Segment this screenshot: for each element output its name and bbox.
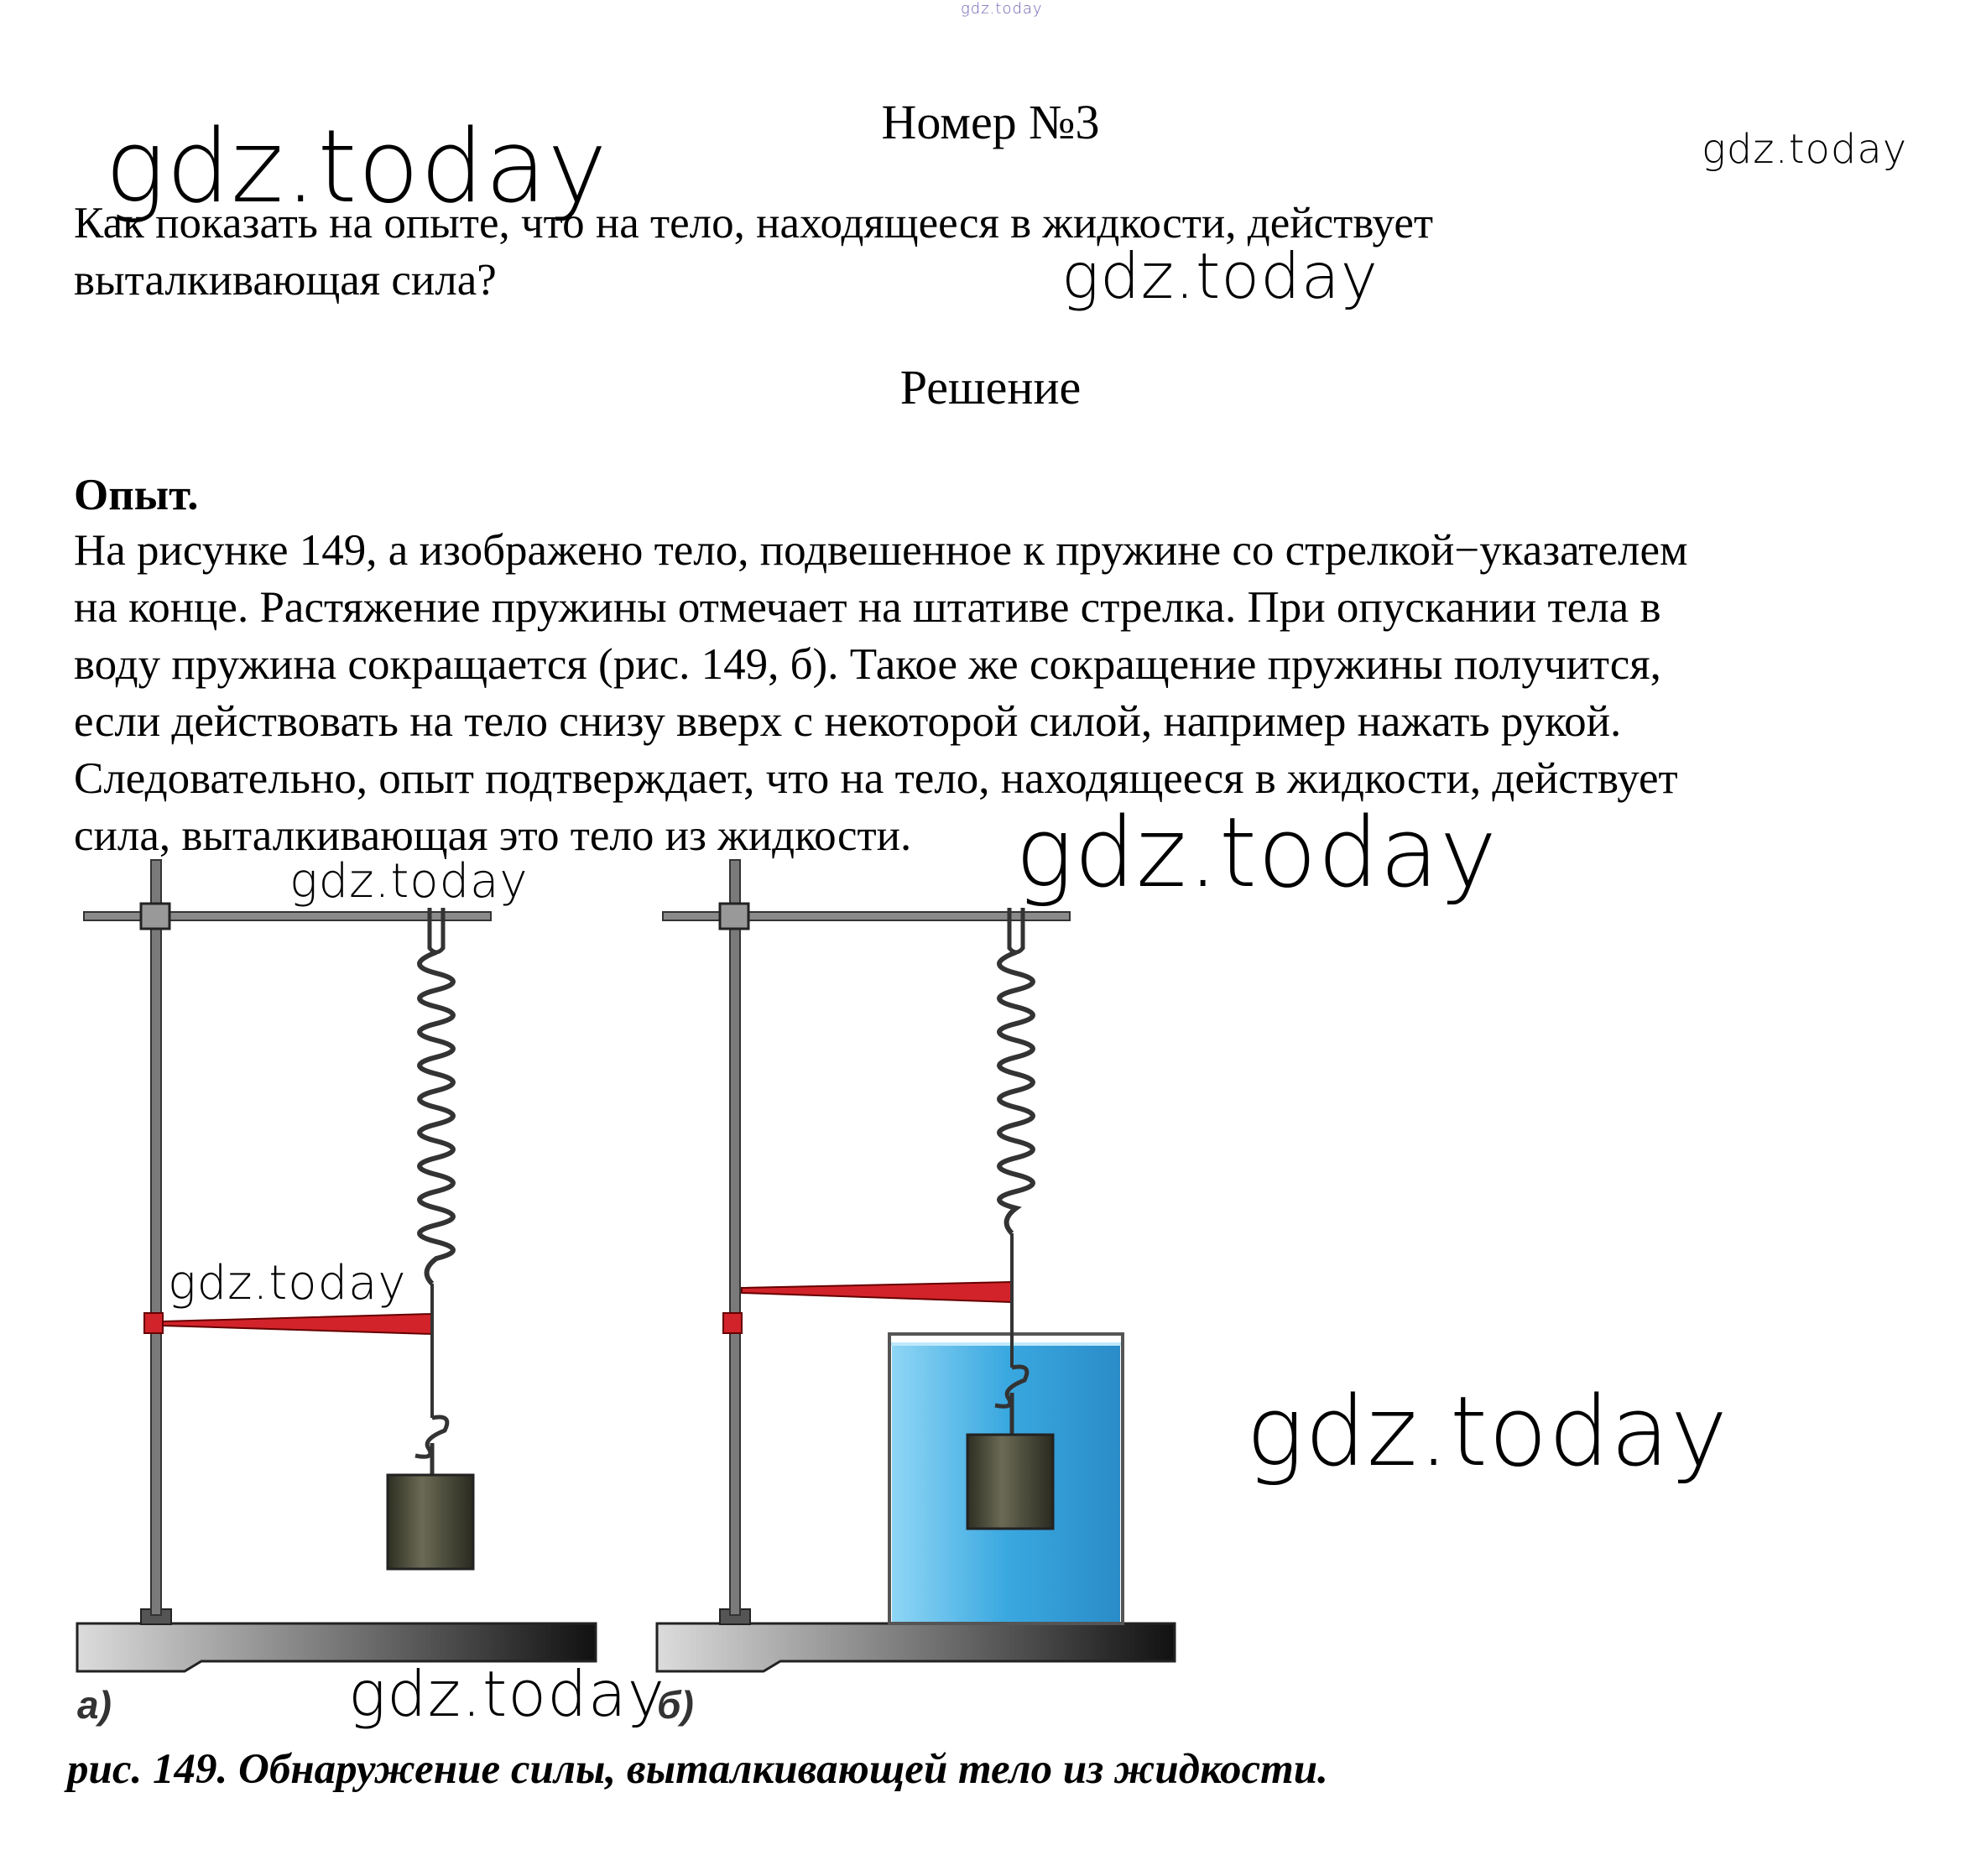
watermark: gdz.today [289,854,529,909]
body-line: На рисунке 149, а изображено тело, подвешенное к пружине со стрелкой−указателем [74,526,1688,575]
weight-b [967,1435,1053,1529]
body-line: Следовательно, опыт подтверждает, что на тело, находящееся в жидкости, действует [74,754,1678,803]
site-tag: gdz.today [961,0,1043,18]
page-title: Номер №3 [881,95,1100,149]
body-line: сила, выталкивающая это тело из жидкости. [74,811,912,860]
pointer-b [742,1282,1011,1302]
watermark: gdz.today [1702,126,1908,173]
question-line: Как показать на опыте, что на тело, находящееся в жидкости, действует [74,199,1434,248]
body-line: на конце. Растяжение пружины отмечает на штативе стрелка. При опускании тела в [74,583,1661,632]
watermark: gdz.today [348,1657,666,1731]
watermark: gdz.today [105,109,608,226]
setup-b [657,860,1175,1671]
question-line: выталкивающая сила? [74,256,497,305]
stand-rod-a [151,860,161,1615]
watermark: gdz.today [1015,797,1498,909]
figure-label-b: б) [657,1683,694,1727]
solution-heading: Решение [899,360,1082,414]
clamp-b [720,904,748,929]
stand-rod-b [730,860,740,1615]
watermark: gdz.today [1061,239,1379,313]
watermark: gdz.today [1246,1376,1728,1488]
figure-label-a: а) [77,1683,112,1727]
body-line: воду пружина сокращается (рис. 149, б). Такое же сокращение пружины получится, [74,640,1661,689]
watermark: gdz.today [168,1256,407,1311]
spring-a [420,952,453,1284]
figure-caption: рис. 149. Обнаружение силы, выталкивающей тело из жидкости. [67,1746,1328,1793]
clamp-a [141,904,169,929]
spring-b [999,952,1033,1233]
experiment-label: Опыт. [74,471,199,519]
weight-a [388,1475,473,1569]
scale-marker-a [144,1313,163,1333]
weight-hook-a [415,1417,447,1477]
stand-base-b [657,1623,1175,1671]
body-line: если действовать на тело снизу вверх с некоторой силой, например нажать рукой. [74,697,1622,746]
pointer-a [163,1314,432,1334]
scale-marker-b [723,1313,742,1333]
